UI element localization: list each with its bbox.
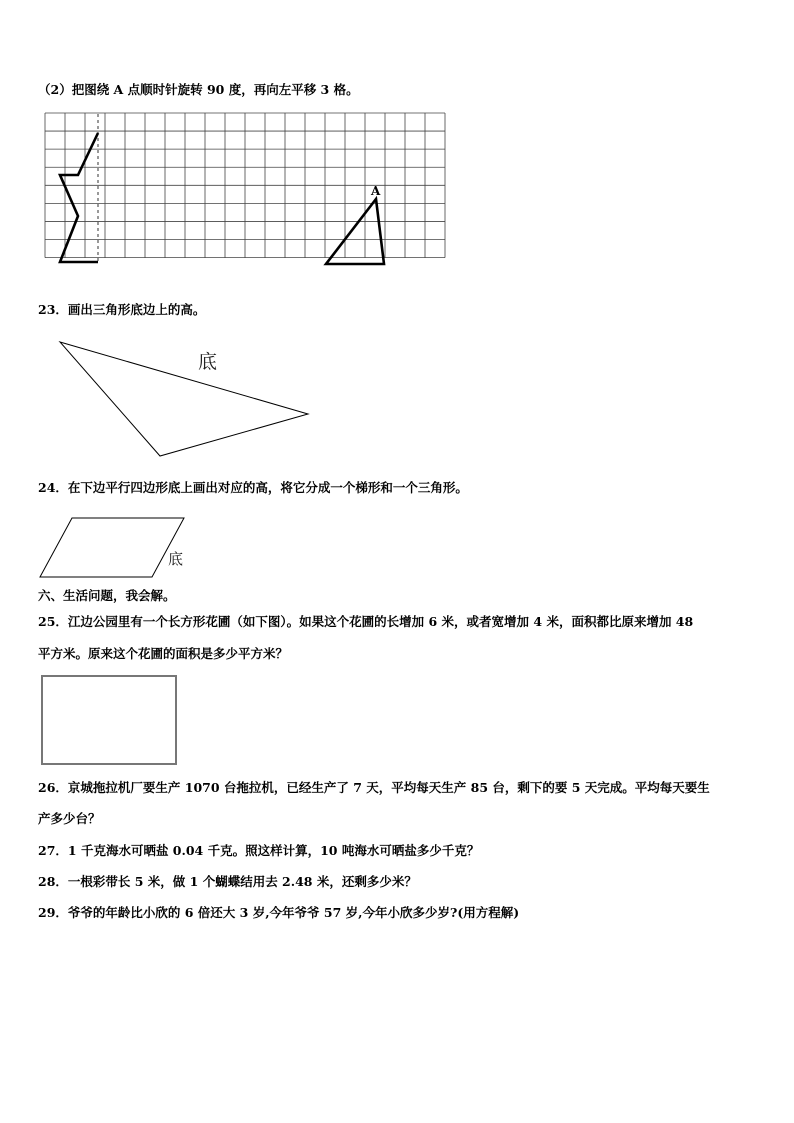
question-22-part2: （2）把图绕 A 点顺时针旋转 90 度，再向左平移 3 格。 (38, 82, 359, 97)
question-27: 27．1 千克海水可晒盐 0.04 千克。照这样计算，10 吨海水可晒盐多少千克？ (38, 843, 480, 858)
triangle-base-label: 底 (198, 351, 218, 373)
section-6-heading: 六、生活问题，我会解。 (38, 588, 176, 603)
triangle (60, 342, 308, 456)
point-a-label: A (371, 184, 381, 198)
rectangle-figure (38, 674, 180, 768)
grid-figure (44, 112, 448, 287)
question-23: 23．画出三角形底边上的高。 (38, 302, 206, 317)
question-25-line1: 25．江边公园里有一个长方形花圃（如下图）。如果这个花圃的长增加 6 米，或者宽增加 4 米，面积都比原来增加 48 (38, 614, 694, 629)
triangle-shape (326, 199, 384, 264)
question-28: 28．一根彩带长 5 米，做 1 个蝴蝶结用去 2.48 米，还剩多少米？ (38, 874, 417, 889)
parallelogram-figure (36, 512, 196, 582)
question-24: 24．在下边平行四边形底上画出对应的高，将它分成一个梯形和一个三角形。 (38, 480, 468, 495)
shape-polyline (60, 133, 98, 262)
triangle-figure (50, 334, 320, 464)
question-25-line2: 平方米。原来这个花圃的面积是多少平方米？ (38, 646, 289, 661)
question-26-line2: 产多少台？ (38, 811, 101, 826)
question-26-line1: 26．京城拖拉机厂要生产 1070 台拖拉机，已经生产了 7 天，平均每天生产 85 台，剩下的要 5 天完成。平均每天要生 (38, 780, 710, 795)
parallelogram-base-label: 底 (168, 550, 184, 568)
garden-rectangle (42, 676, 176, 764)
question-29: 29．爷爷的年龄比小欣的 6 倍还大 3 岁,今年爷爷 57 岁,今年小欣多少岁?(用方程解) (38, 905, 520, 920)
parallelogram (40, 518, 184, 577)
